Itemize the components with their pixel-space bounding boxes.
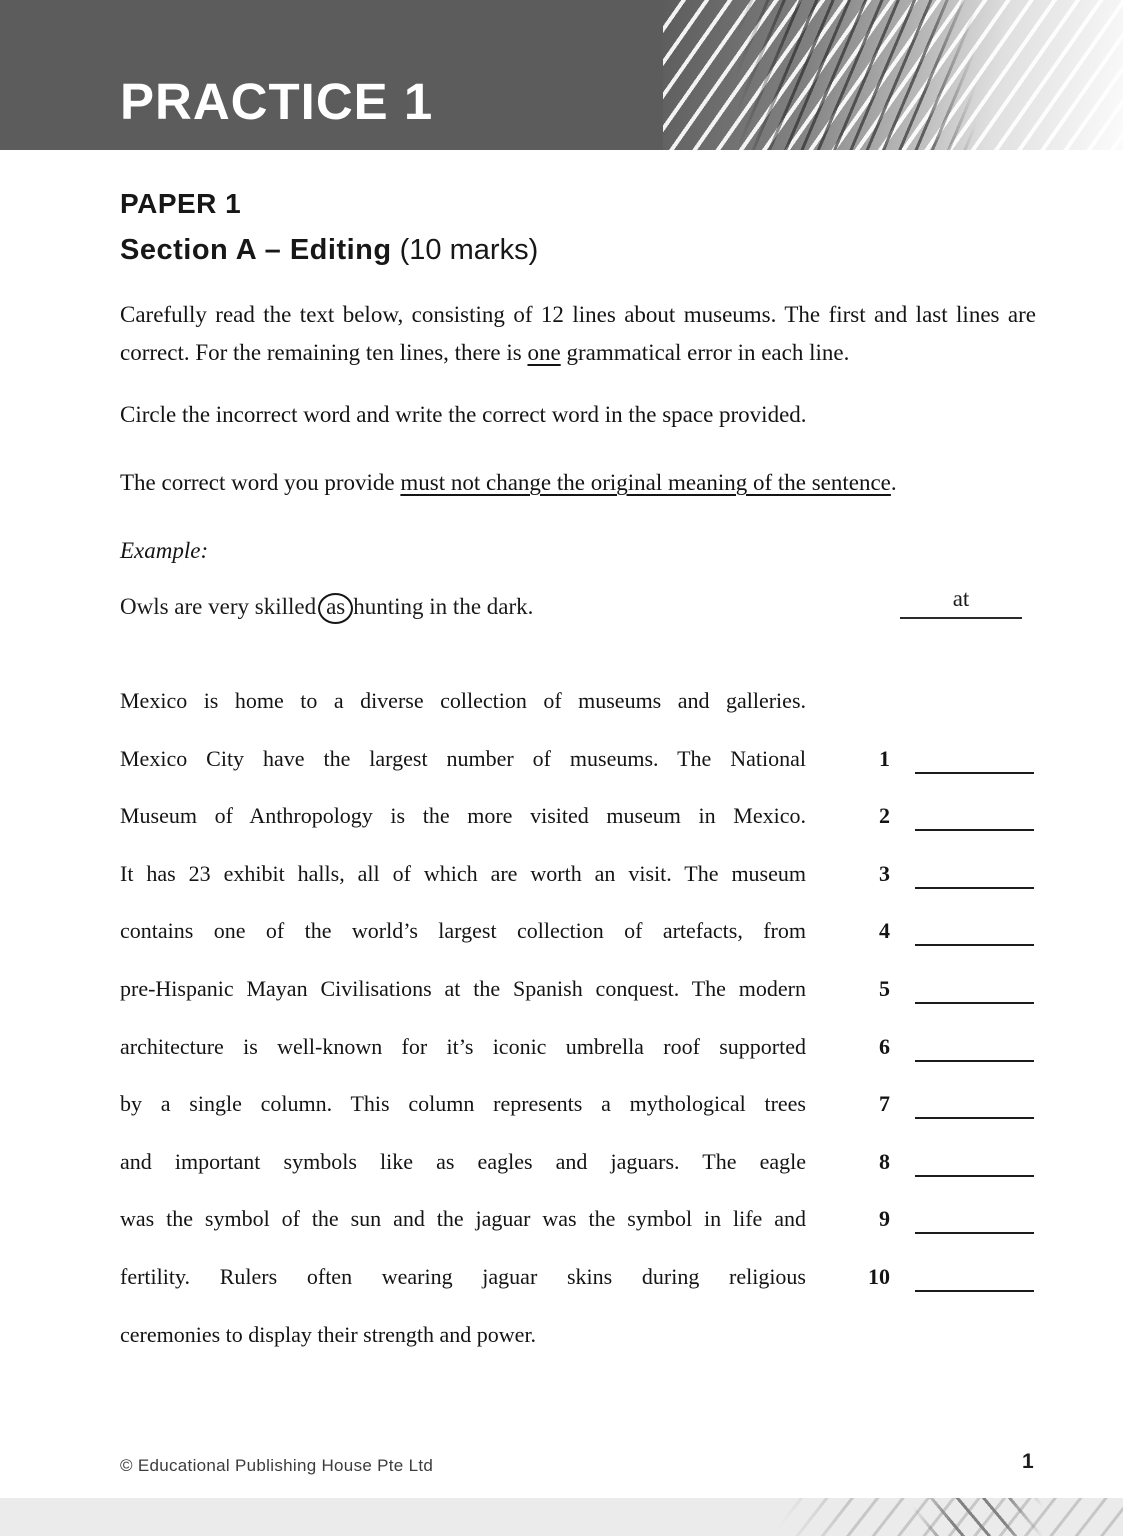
line-number: 7: [879, 1091, 890, 1117]
paper-title: PAPER 1: [120, 188, 242, 219]
passage-line-1: [120, 686, 1036, 744]
passage-line-3: [120, 801, 1036, 859]
answer-blank-2[interactable]: [915, 803, 1034, 831]
passage-line-5: [120, 916, 1036, 974]
passage-line-9: [120, 1147, 1036, 1205]
instruction-1-underlined-word: one: [527, 340, 561, 365]
passage-line-text: and important symbols like as eagles and jaguars. The eagle: [120, 1148, 806, 1174]
passage-line-11: [120, 1262, 1036, 1320]
section-title-bold: Section A – Editing: [120, 234, 392, 266]
passage-line-text: It has 23 exhibit halls, all of which are worth an visit. The museum: [120, 860, 806, 886]
example-answer-blank[interactable]: at: [900, 586, 1022, 619]
passage-line-text: contains one of the world’s largest collection of artefacts, from: [120, 918, 806, 944]
passage-line-8: [120, 1089, 1036, 1147]
answer-blank-1[interactable]: [915, 746, 1034, 774]
answer-blank-3[interactable]: [915, 861, 1034, 889]
passage-line-4: [120, 859, 1036, 917]
instruction-1-tail: grammatical error in each line.: [560, 340, 850, 365]
banner: [0, 0, 1123, 150]
instruction-3-text: The correct word you provide: [120, 470, 401, 495]
instruction-paragraph-3: [120, 464, 1036, 502]
answer-blank-4[interactable]: [915, 918, 1034, 946]
line-number: 10: [868, 1263, 890, 1289]
page-number: 1: [1022, 1450, 1034, 1473]
passage-line-text: ceremonies to display their strength and power.: [120, 1321, 537, 1347]
practice-title: PRACTICE 1: [120, 73, 434, 130]
answer-blank-10[interactable]: [915, 1264, 1034, 1292]
answer-blank-8[interactable]: [915, 1149, 1034, 1177]
passage-line-text: Museum of Anthropology is the more visited museum in Mexico.: [120, 803, 806, 829]
footer-dark-stripes-decor: [913, 1498, 1043, 1536]
instruction-3-underlined-phrase: must not change the original meaning of the sentence: [400, 470, 891, 495]
footer-band: [0, 1498, 1123, 1536]
section-title: [120, 234, 538, 267]
line-number: 8: [879, 1148, 890, 1174]
instruction-paragraph-2: Circle the incorrect word and write the correct word in the space provided.: [120, 402, 807, 427]
line-number: 2: [879, 803, 890, 829]
passage-line-text: Mexico City have the largest number of museums. The National: [120, 745, 806, 771]
instruction-3-tail: .: [890, 470, 897, 495]
passage-line-12: [120, 1320, 1036, 1378]
answer-blank-6[interactable]: [915, 1034, 1034, 1062]
example-circled-word: as: [318, 593, 353, 624]
line-number: 6: [879, 1033, 890, 1059]
banner-dark-stripes-decor: [737, 0, 976, 150]
line-number: 4: [879, 918, 890, 944]
passage: [120, 686, 1036, 1377]
line-number: 1: [879, 745, 890, 771]
example-sentence: [120, 588, 533, 626]
example-label: Example:: [120, 538, 209, 563]
section-marks: (10 marks): [391, 234, 539, 266]
line-number: 9: [879, 1206, 890, 1232]
passage-line-text: was the symbol of the sun and the jaguar was the symbol in life and: [120, 1206, 806, 1232]
passage-line-2: [120, 744, 1036, 802]
passage-line-10: [120, 1204, 1036, 1262]
passage-line-text: architecture is well-known for it’s iconic umbrella roof supported: [120, 1033, 806, 1059]
passage-line-text: Mexico is home to a diverse collection of museums and galleries.: [120, 688, 806, 713]
passage-line-text: fertility. Rulers often wearing jaguar skins during religious: [120, 1263, 806, 1289]
passage-line-text: by a single column. This column represents a mythological trees: [120, 1091, 806, 1117]
passage-line-7: [120, 1032, 1036, 1090]
copyright-text: © Educational Publishing House Pte Ltd: [120, 1456, 434, 1475]
instruction-paragraph-1: [120, 296, 1036, 372]
banner-diagonal-stripes-decor: [663, 0, 1123, 150]
answer-blank-9[interactable]: [915, 1206, 1034, 1234]
passage-line-6: [120, 974, 1036, 1032]
passage-line-text: pre-Hispanic Mayan Civilisations at the Spanish conquest. The modern: [120, 975, 806, 1001]
answer-blank-5[interactable]: [915, 976, 1034, 1004]
example-text-before: Owls are very skilled: [120, 594, 317, 619]
example-text-after: hunting in the dark.: [353, 594, 534, 619]
answer-blank-7[interactable]: [915, 1091, 1034, 1119]
instruction-1-text: Carefully read the text below, consisting of 12 lines about museums. The first and last lines are correct. For the remaining ten lines, there is: [120, 302, 1036, 365]
line-number: 3: [879, 860, 890, 886]
line-number: 5: [879, 975, 890, 1001]
